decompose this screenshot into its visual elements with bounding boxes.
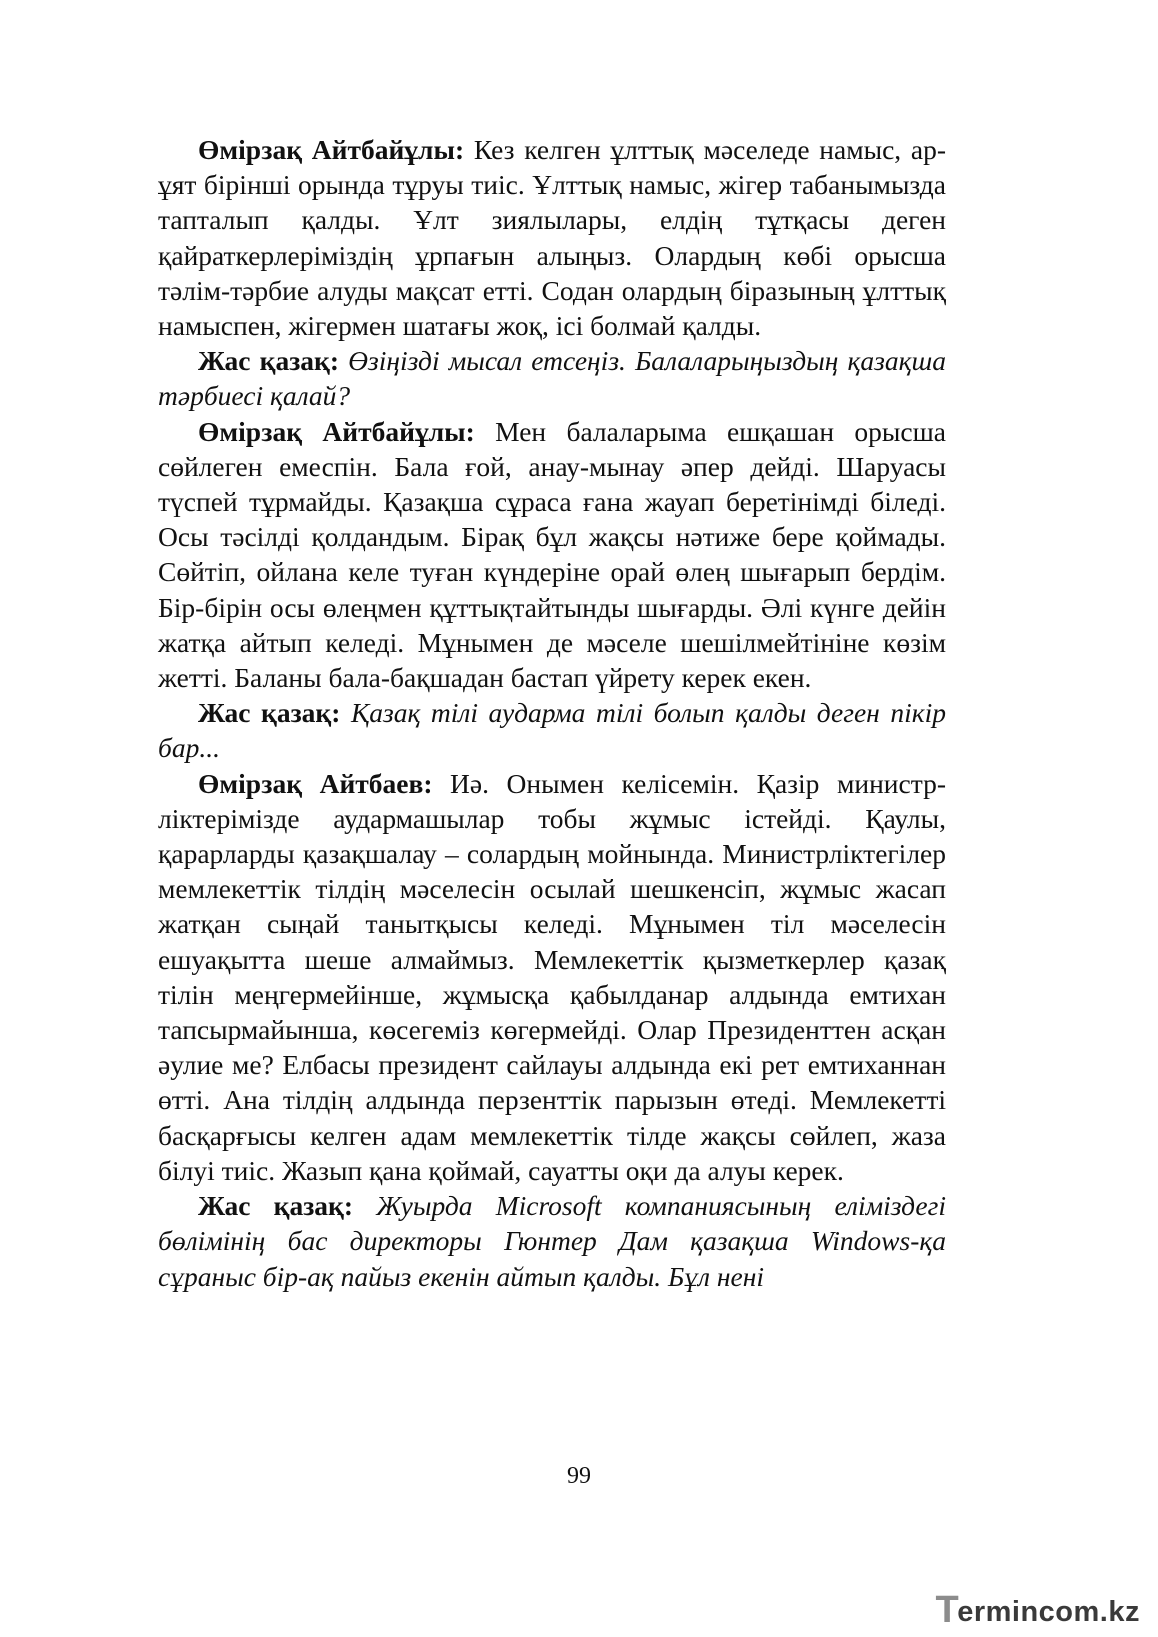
speaker-label: Өмірзақ Айтбайұлы: — [198, 415, 475, 447]
paragraph-answer-2 — [158, 414, 946, 696]
speaker-label: Өмірзақ Айтбайұлы: — [198, 134, 465, 165]
watermark-text: ermincom.kz — [957, 1596, 1140, 1628]
paragraph-answer-3 — [158, 766, 946, 1188]
watermark-letter: T — [935, 1589, 960, 1631]
paragraph-text: Иә. Онымен келісемін. Қазір министрліктерімізде аудармашылар тобы жұмыс істейді. Қаулы, қарарларды қазақшалау – солардың мойнында. Министрліктегілер мемлекеттік тілдің мәселесін осылай шешкенсіп, жұмыс жасап жатқан сыңай танытқысы келеді. Мұнымен тіл мәселесін ешуақытта шеше алмаймыз. Мемлекеттік қызметкерлер қазақ тілін меңгермейінше, жұмысқа қабылданар алдында емтихан тапсырмайынша, көсегеміз көгермейді. Олар Президенттен асқан әулие ме? Елбасы президент сайлауы алдында екі рет емтиханнан өтті. Ана тілдің алдында перзенттік парызын өтеді. Мемлекетті басқарғысы келген адам мемлекеттік тілде жақсы сөйлеп, жаза білуі тиіс. Жазып қана қоймай, сауатты оқи да алуы керек. — [158, 767, 947, 1186]
paragraph-question-1 — [158, 343, 946, 413]
paragraph-question-2 — [158, 695, 946, 765]
paragraph-text: Кез келген ұлттық мәселеде намыс, ар-ұят бірінші орында тұруы тиіс. Ұлттық намыс, жігер табанымызда тапталып қалды. Ұлт зиялылары, елдің тұтқасы деген қайраткерлеріміздің ұрпағын алыңыз. Олардың көбі орысша тәлім-тәрбие алуды мақсат етті. Содан олардың біразының ұлттық намыспен, жігермен шатағы жоқ, ісі болмай қалды. — [158, 134, 947, 342]
speaker-label: Жас қазақ: — [198, 345, 340, 377]
speaker-label: Өмірзақ Айтбаев: — [198, 767, 433, 799]
page-body — [158, 132, 946, 1294]
paragraph-answer-1 — [158, 132, 946, 343]
watermark-logo — [935, 1591, 1140, 1629]
question-text: Жуырда Microsoft компаниясының еліміздегі бөлімінің бас директоры Гюнтер Дам қазақша Windows-қа сұраныс бір-ақ пайыз екенін айтып қалды. Бұл нені — [158, 1190, 946, 1292]
question-text: Қазақ тілі аударма тілі болып қалды деген пікір бар... — [158, 697, 946, 764]
speaker-label: Жас қазақ: — [198, 697, 341, 729]
page-number: 99 — [567, 1463, 591, 1489]
paragraph-question-3 — [158, 1188, 946, 1294]
speaker-label: Жас қазақ: — [198, 1190, 354, 1222]
question-text: Өзіңізді мысал етсеңіз. Балаларыңыздың қазақша тәрбиесі қалай? — [158, 345, 946, 412]
paragraph-text: Мен балаларыма ешқашан орысша сөйлеген емеспін. Бала ғой, анау-мынау әпер дейді. Шаруасы түспей тұрмайды. Қазақша сұраса ғана жауап беретінімді біледі. Осы тәсілді қолдандым. Бірақ бұл жақсы нәтиже бере қоймады. Сөйтіп, ойлана келе туған күндеріне орай өлең шығарып бердім. Бір-бірін осы өлеңмен құттықтайтынды шығарды. Әлі күнге дейін жатқа айтып келеді. Мұнымен де мәселе шешілмейтініне көзім жетті. Баланы бала-бақшадан бастап үйрету керек екен. — [158, 415, 946, 694]
